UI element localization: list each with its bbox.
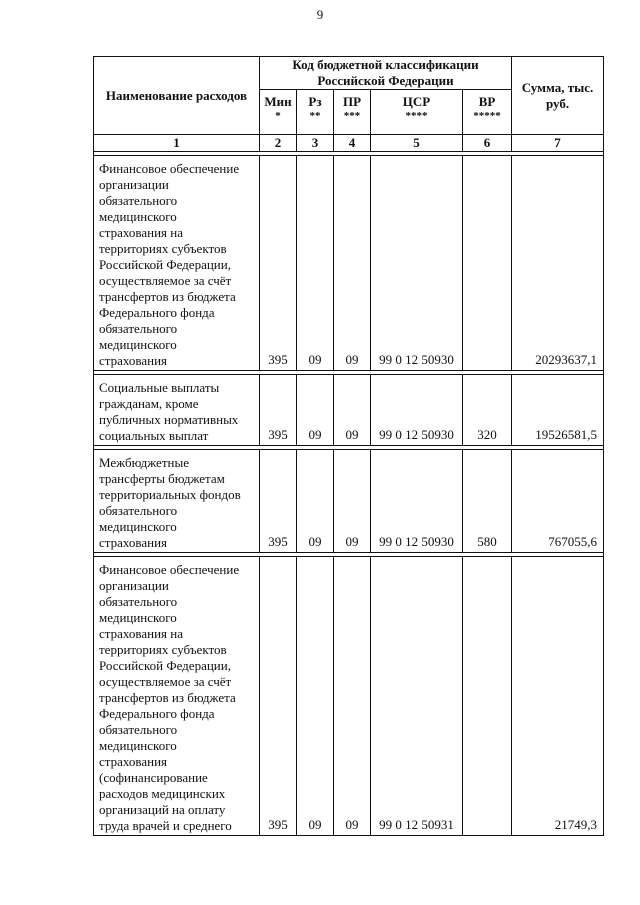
ministry-code: 395 — [260, 375, 297, 446]
expense-name-line: страхования на — [99, 626, 183, 641]
header-code-group: Код бюджетной классификации Российской Федерации — [260, 57, 512, 90]
expense-name-line: страхования — [99, 535, 168, 550]
table-row — [94, 375, 604, 446]
header-sub-col — [371, 90, 463, 135]
expense-name-line: (софинансирование — [99, 770, 208, 785]
header-sub-stars: ***** — [473, 110, 501, 122]
expense-name-line: публичных нормативных — [99, 412, 239, 427]
expense-name-line: Финансовое обеспечение — [99, 562, 240, 577]
amount: 20293637,1 — [512, 156, 604, 371]
expense-name-line: медицинского — [99, 209, 177, 224]
expense-name-line: расходов медицинских — [99, 786, 226, 801]
column-number: 6 — [463, 135, 512, 152]
section-code: 09 — [297, 450, 334, 553]
expense-name-line: Федерального фонда — [99, 305, 215, 320]
column-number: 5 — [371, 135, 463, 152]
expense-name-line: Российской Федерации, — [99, 658, 231, 673]
header-sub-col — [463, 90, 512, 135]
section-code: 09 — [297, 156, 334, 371]
amount: 767055,6 — [512, 450, 604, 553]
expense-name — [94, 450, 260, 553]
table-row — [94, 450, 604, 553]
column-number: 4 — [334, 135, 371, 152]
header-sum-column: Сумма, тыс. руб. — [512, 57, 604, 135]
expense-name-line: Межбюджетные — [99, 455, 189, 470]
subsection-code: 09 — [334, 156, 371, 371]
column-number-row — [94, 135, 604, 152]
expense-name-line: обязательного — [99, 594, 178, 609]
expense-type-code: 580 — [463, 450, 512, 553]
expense-name-line: территориях субъектов — [99, 642, 227, 657]
expense-name-line: осуществляемое за счёт — [99, 273, 232, 288]
header-row-top — [94, 57, 604, 90]
expense-type-code: 320 — [463, 375, 512, 446]
expense-name-line: организаций на оплату — [99, 802, 226, 817]
section-code: 09 — [297, 557, 334, 836]
column-number: 3 — [297, 135, 334, 152]
column-number: 7 — [512, 135, 604, 152]
expense-name-line: медицинского — [99, 337, 177, 352]
expense-name-line: Федерального фонда — [99, 706, 215, 721]
target-article-code: 99 0 12 50930 — [371, 450, 463, 553]
header-sub-stars: ** — [309, 110, 321, 122]
ministry-code: 395 — [260, 156, 297, 371]
expense-name-line: Финансовое обеспечение — [99, 161, 240, 176]
header-sub-stars: *** — [343, 110, 361, 122]
header-sub-stars: * — [275, 110, 281, 122]
expense-name-line: трансферты бюджетам — [99, 471, 225, 486]
ministry-code: 395 — [260, 450, 297, 553]
amount: 21749,3 — [512, 557, 604, 836]
section-code: 09 — [297, 375, 334, 446]
expense-name-line: обязательного — [99, 193, 178, 208]
expense-name-line: медицинского — [99, 738, 177, 753]
expense-name-line: труда врачей и среднего — [99, 818, 232, 833]
expense-name-line: страхования на — [99, 225, 183, 240]
budget-table — [93, 56, 604, 836]
target-article-code: 99 0 12 50930 — [371, 156, 463, 371]
column-number: 2 — [260, 135, 297, 152]
subsection-code: 09 — [334, 375, 371, 446]
target-article-code: 99 0 12 50930 — [371, 375, 463, 446]
expense-name-line: страхования — [99, 353, 168, 368]
header-sub-label: Мин — [264, 94, 292, 109]
expense-name-line: страхования — [99, 754, 168, 769]
ministry-code: 395 — [260, 557, 297, 836]
expense-name-line: социальных выплат — [99, 428, 209, 443]
expense-name-line: обязательного — [99, 503, 178, 518]
expense-name-line: Российской Федерации, — [99, 257, 231, 272]
header-name-column: Наименование расходов — [94, 57, 260, 135]
header-sub-stars: **** — [405, 110, 428, 122]
expense-name-line: территориальных фондов — [99, 487, 241, 502]
table-row — [94, 557, 604, 836]
header-sub-label: ЦСР — [402, 94, 431, 109]
expense-name-line: территориях субъектов — [99, 241, 227, 256]
page-number: 9 — [316, 7, 324, 22]
expense-name-line: медицинского — [99, 610, 177, 625]
expense-name — [94, 557, 260, 836]
expense-name-line: обязательного — [99, 722, 178, 737]
table-row — [94, 156, 604, 371]
expense-type-code — [463, 156, 512, 371]
expense-name — [94, 156, 260, 371]
target-article-code: 99 0 12 50931 — [371, 557, 463, 836]
expense-name — [94, 375, 260, 446]
expense-name-line: осуществляемое за счёт — [99, 674, 232, 689]
expense-name-line: медицинского — [99, 519, 177, 534]
header-sub-label: Рз — [308, 94, 322, 109]
subsection-code: 09 — [334, 557, 371, 836]
expense-name-line: гражданам, кроме — [99, 396, 199, 411]
header-sub-col — [334, 90, 371, 135]
header-sub-col — [297, 90, 334, 135]
expense-name-line: Социальные выплаты — [99, 380, 220, 395]
subsection-code: 09 — [334, 450, 371, 553]
expense-name-line: обязательного — [99, 321, 178, 336]
expense-name-line: организации — [99, 177, 169, 192]
header-sub-col — [260, 90, 297, 135]
header-sub-label: ВР — [478, 94, 496, 109]
expense-name-line: трансфертов из бюджета — [99, 690, 236, 705]
column-number: 1 — [94, 135, 260, 152]
amount: 19526581,5 — [512, 375, 604, 446]
expense-type-code — [463, 557, 512, 836]
expense-name-line: трансфертов из бюджета — [99, 289, 236, 304]
header-sub-label: ПР — [342, 94, 362, 109]
expense-name-line: организации — [99, 578, 169, 593]
